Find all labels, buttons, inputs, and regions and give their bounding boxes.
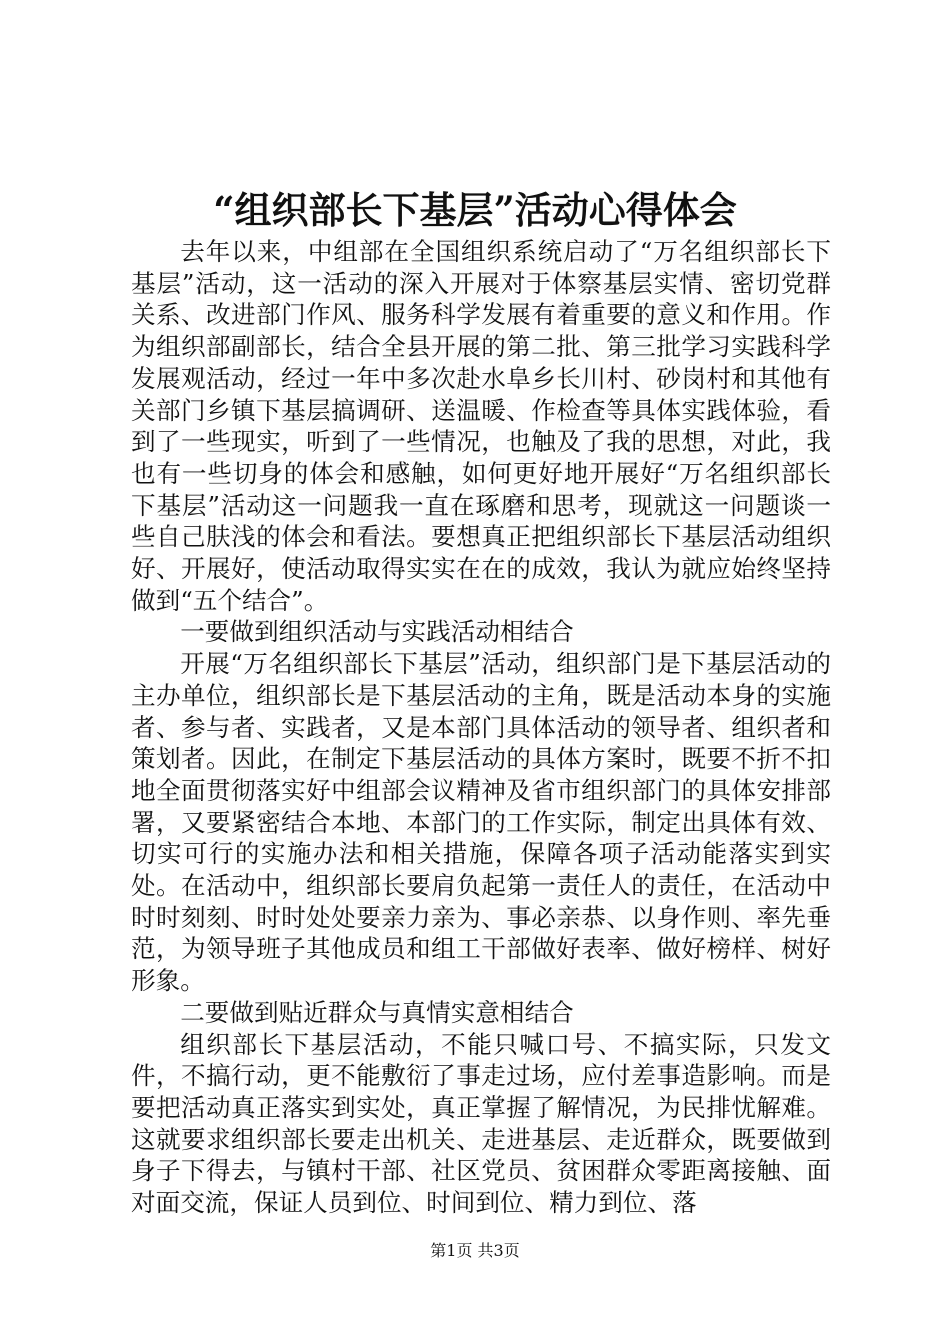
page-footer: 第1页 共3页	[430, 1241, 520, 1260]
paragraph-section-1: 开展“万名组织部长下基层”活动，组织部门是下基层活动的主办单位，组织部长是下基层活动的主角，既是活动本身的实施者、参与者、实践者，又是本部门具体活动的领导者、组织者和策划者。因此，在制定下基层活动的具体方案时，既要不折不扣地全面贯彻落实好中组部会议精神及省市组织部门的具体安排部署，又要紧密结合本地、本部门的工作实际，制定出具体有效、切实可行的实施办法和相关措施，保障各项子活动能落实到实处。在活动中，组织部长要肩负起第一责任人的责任，在活动中时时刻刻、时时处处要亲力亲为、事必亲恭、以身作则、率先垂范，为领导班子其他成员和组工干部做好表率、做好榜样、树好形象。	[131, 649, 831, 996]
paragraph-intro: 去年以来，中组部在全国组织系统启动了“万名组织部长下基层”活动，这一活动的深入开展对于体察基层实情、密切党群关系、改进部门作风、服务科学发展有着重要的意义和作用。作为组织部副部长，结合全县开展的第二批、第三批学习实践科学发展观活动，经过一年中多次赴水阜乡长川村、砂岗村和其他有关部门乡镇下基层搞调研、送温暖、作检查等具体实践体验，看到了一些现实，听到了一些情况，也触及了我的思想，对此，我也有一些切身的体会和感触，如何更好地开展好“万名组织部长下基层”活动这一问题我一直在琢磨和思考，现就这一问题谈一些自己肤浅的体会和看法。要想真正把组织部长下基层活动组织好、开展好，使活动取得实实在在的成效，我认为就应始终坚持做到“五个结合”。	[131, 237, 831, 615]
paragraph-section-2: 组织部长下基层活动，不能只喊口号、不搞实际，只发文件，不搞行动，更不能敷衍了事走过场，应付差事造影响。而是要把活动真正落实到实处，真正掌握了解情况，为民排忧解难。这就要求组织部长要走出机关、走进基层、走近群众，既要做到身子下得去，与镇村干部、社区党员、贫困群众零距离接触、面对面交流，保证人员到位、时间到位、精力到位、落	[131, 1029, 831, 1218]
document-body	[131, 236, 831, 1219]
document-title: “组织部长下基层”活动心得体会	[213, 188, 737, 232]
section-heading-1: 一要做到组织活动与实践活动相结合	[180, 617, 574, 647]
section-heading-2: 二要做到贴近群众与真情实意相结合	[180, 997, 574, 1027]
